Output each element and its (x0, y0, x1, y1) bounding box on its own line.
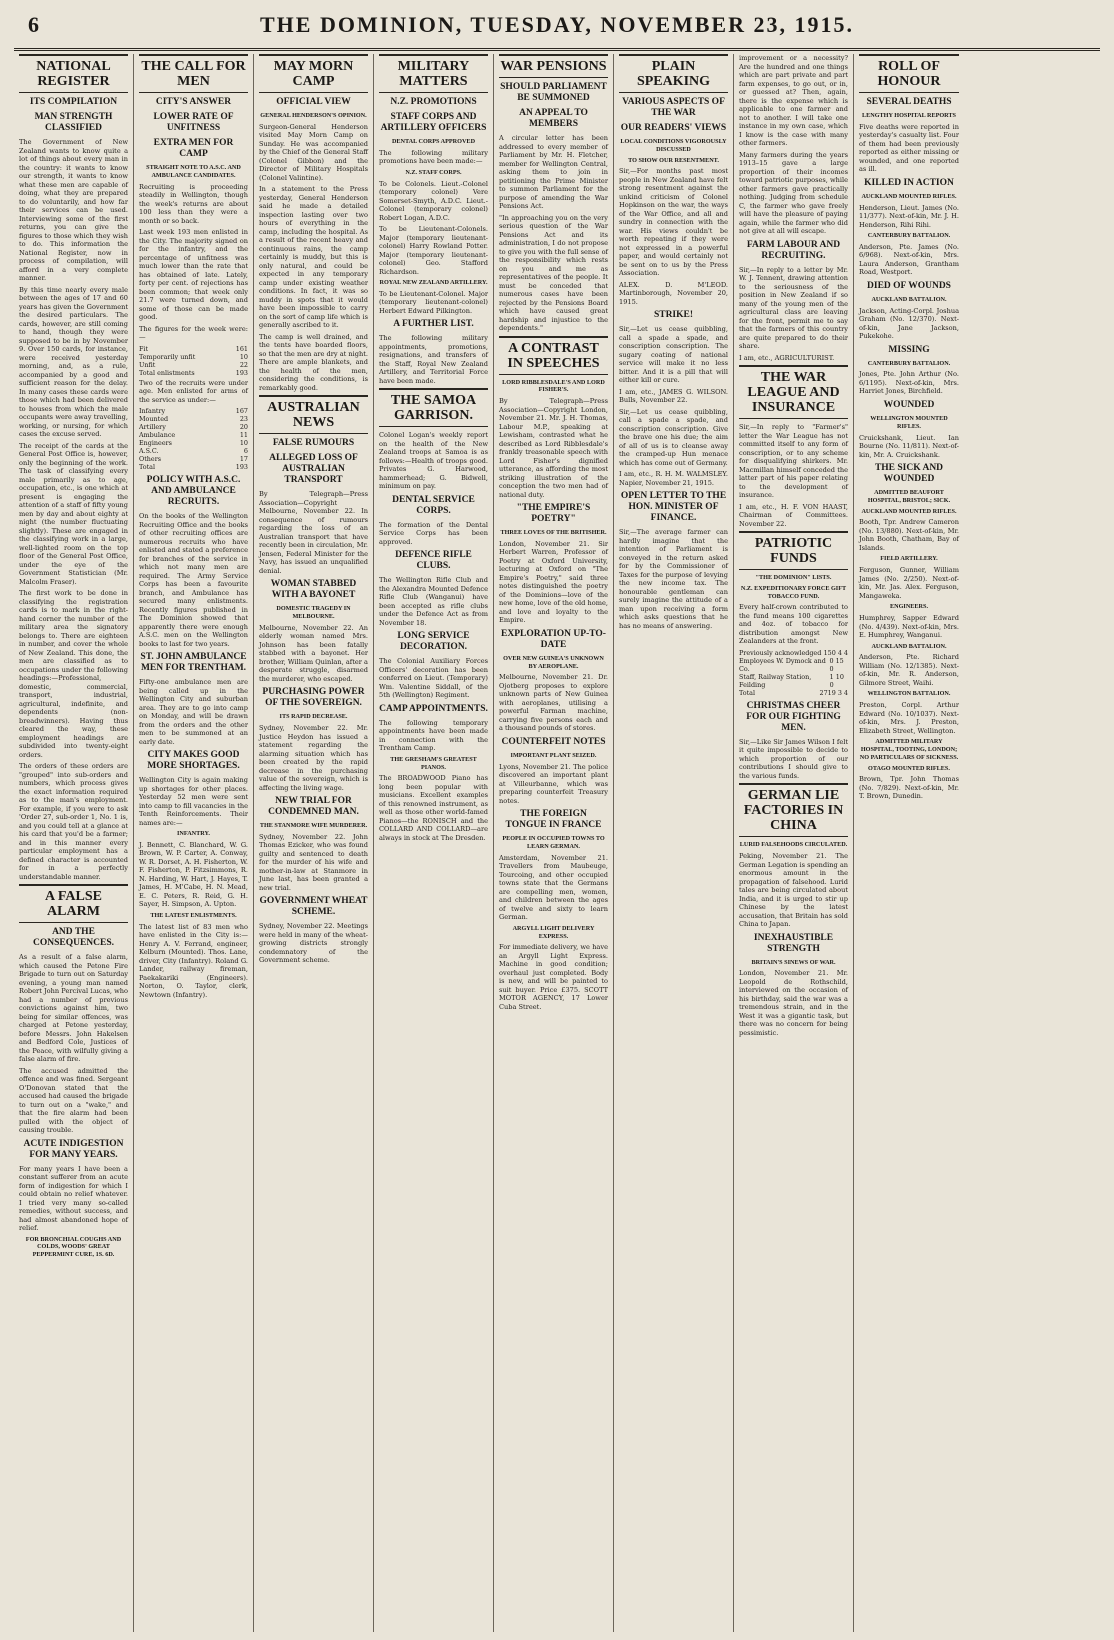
article-paragraph: Jones, Pte. John Arthur (No. 6/1195). Next-of-kin, Mrs. Harriet Jones, Birchfield. (859, 370, 959, 396)
article-paragraph: Amsterdam, November 21. Travellers from Maubeuge, Tourcoing, and other occupied towns state that the Germans are compelling men, women, and children between the ages of twelve and sixty to learn German. (499, 853, 608, 922)
list-item-label: Unfit (139, 360, 156, 369)
article-paragraph: Sir,—Let us cease quibbling, call a spade a spade, and conscription conscription. Give the brave one his due; the aim of all of us is to cleanse away the cramped-up Hun menace which has come out of Germany. (619, 407, 728, 467)
subheading: OPEN LETTER TO THE HON. MINISTER OF FINANCE. (620, 491, 727, 524)
headline: MAY MORN CAMP (259, 54, 368, 93)
section-label: INFANTRY. (177, 830, 210, 838)
section-label: ITS RAPID DECREASE. (279, 713, 348, 721)
column-7 (734, 54, 854, 1632)
list-item-label: Mounted (139, 415, 169, 424)
list-item (139, 361, 248, 369)
article-paragraph: On the books of the Wellington Recruiting Office and the books of other recruiting offices are numerous recruits who have enlisted and stated a preference for branches of the service in which not many men are required. The Army Service Corps has been a favourite branch, and Ambulance has secured many enlistments. Recently figures published in The Dominion showed that apparently there were enough A.S.C. men on the Wellington books to last for two years. (139, 512, 248, 648)
subheading: DEFENCE RIFLE CLUBS. (395, 550, 472, 572)
article-paragraph: Melbourne, November 21. Dr. Ojotberg proposes to explore unknown parts of New Guinea with aeroplanes, utilising a powerful Farman machine, carrying five persons each and a thousand pounds of stores. (499, 673, 608, 733)
article-paragraph: Sydney, November 22. John Thomas Ezicker, who was found guilty and sentenced to death for the murder of his wife and mother-in-law at Stanmore in June last, has been granted a new trial. (259, 832, 368, 892)
section-label: ARGYLL LIGHT DELIVERY EXPRESS. (512, 924, 595, 940)
article-paragraph: Anderson, Pte. Richard William (No. 12/1385). Next-of-kin, Mr. R. Anderson, Gilmore Street, Waihi. (859, 653, 959, 687)
article-paragraph: Preston, Corpl. Arthur Edward (No. 10/1037). Next-of-kin, Mrs. J. Preston, Elizabeth Street, Wellington. (859, 701, 959, 735)
subheading: AND THE CONSEQUENCES. (32, 927, 115, 948)
subheading: CITY MAKES GOOD MORE SHORTAGES. (147, 750, 240, 772)
subheading: STAFF CORPS AND ARTILLERY OFFICERS (380, 112, 487, 133)
subheading: A FURTHER LIST. (393, 319, 474, 330)
article-paragraph: Melbourne, November 22. An elderly woman named Mrs. Johnson has been fatally stabbed with a bayonet. Her brother, William Quinlan, after a desperate struggle, disarmed the murderer, who escaped. (259, 623, 368, 683)
section-label: AUCKLAND MOUNTED RIFLES. (861, 192, 957, 200)
figures-list (139, 407, 248, 471)
section-label: TO SHOW OUR RESENTMENT. (628, 156, 719, 164)
article-paragraph: The first work to be done in classifying the registration cards is to mark in the right-hand corner the number of the military area the signatory belongs to. There are eighteen in number, and cover the whole of New Zealand. This done, the men are classified as to occupations under the following headings:—Professional, domestic, commercial, transport, industrial, agricultural, indefinite, and dependents (non-breadwinners). Having thus cleared the way, these employment headings are subdivided into twenty-eight orders. (19, 589, 128, 759)
list-item (739, 689, 848, 697)
section-label: IMPORTANT PLANT SEIZED. (510, 751, 597, 759)
section-label: N.Z. STAFF CORPS. (405, 168, 462, 176)
article-paragraph: For many years I have been a constant sufferer from an acute form of indigestion for which I could obtain no relief whatever. I tried very many so-called remedies, without success, and had almost abandoned hope of relief. (19, 1164, 128, 1232)
subheading: WOUNDED (883, 399, 935, 410)
list-item (139, 407, 248, 415)
article-paragraph: The receipt of the cards at the General Post Office is, however, only the beginning of the work. The task of classifying every male primarily as to age, occupation, etc., is one which at present is engaging the attention of a staff of fifty young men by day and about eighty at night (the number fluctuating slightly). These are engaged in the classifying work in a large, well-lighted room on the top floor of the General Post Office, under the eye of the Government Statistician (Mr. Malcolm Fraser). (19, 441, 128, 586)
list-item (139, 439, 248, 447)
article-columns (14, 54, 1104, 1632)
subheading: PURCHASING POWER OF THE SOVEREIGN. (262, 687, 365, 709)
headline: A CONTRAST IN SPEECHES (499, 336, 608, 375)
headline: A FALSE ALARM (19, 884, 128, 923)
article-paragraph: The latest list of 83 men who have enlisted in the City is:— Henry A. V. Ferrand, engineer, Kelburn (Mounted). Thos. Lane, driver, City (Infantry). Roland G. Lander, railway fireman, Paekakariki (Engineers). Norton, O. Taylor, clerk, Newtown (Infantry). (139, 922, 248, 999)
article-paragraph: Fifty-one ambulance men are being called up in the Wellington City and suburban area. They are to go into camp on Monday, and will be drawn from the orders and the other men to be summoned at an early date. (139, 678, 248, 746)
article-paragraph: Recruiting is proceeding steadily in Wellington, though the week's returns are about 100 less than they were a month or so back. (139, 182, 248, 225)
subheading: EXTRA MEN FOR CAMP (153, 138, 234, 159)
subheading: MAN STRENGTH CLASSIFIED (34, 112, 113, 133)
subheading: AN APPEAL TO MEMBERS (519, 108, 588, 129)
article-paragraph: The camp is well drained, and the tents have boarded floors, so that the men are dry at night. There are ample blankets, and the health of the men, considering the conditions, is remarkably good. (259, 332, 368, 392)
list-item (139, 447, 248, 455)
list-item-value: 193 (235, 463, 248, 472)
list-item-label: Staff, Railway Station, Feilding (739, 672, 812, 689)
subheading: THE FOREIGN TONGUE IN FRANCE (505, 809, 602, 831)
subheading: CITY'S ANSWER (155, 97, 232, 107)
article-paragraph: Peking, November 21. The German Legation is spending an enormous amount in the propagation of falsehood. Lurid tales are being circulated about India, and it is urged to stir up Chinese by the latest accusation, that Britain has sold China to Japan. (739, 852, 848, 929)
subheading: GOVERNMENT WHEAT SCHEME. (259, 896, 368, 918)
article-paragraph: Humphrey, Sapper Edward (No. 4/439). Next-of-kin, Mrs. E. Humphrey, Wanganui. (859, 614, 959, 640)
article-paragraph: Sydney, November 22. Meetings were held in many of the wheat-growing districts strongly condemnatory of the Government scheme. (259, 922, 368, 965)
section-label: THE GRESHAM'S GREATEST PIANOS. (390, 755, 477, 771)
figures-list (139, 345, 248, 377)
section-label: STRAIGHT NOTE TO A.S.C. AND AMBULANCE CANDIDATES. (146, 164, 241, 179)
list-item-label: Total enlistments (139, 368, 195, 377)
subheading: FALSE RUMOURS (272, 438, 355, 449)
headline: THE WAR LEAGUE AND INSURANCE (739, 365, 848, 419)
article-paragraph: I am, etc., JAMES G. WILSON. Bulls, November 22. (619, 387, 728, 405)
list-item-label: Temporarily unfit (139, 352, 196, 361)
list-item-value: 6 (243, 447, 248, 456)
article-paragraph: By Telegraph—Press Association—Copyright Melbourne, November 22. In consequence of rumours regarding the loss of an Australian transport that have recently been in circulation, Mr. Jensen, Federal Minister for the Navy, has issued an unqualified denial. (259, 490, 368, 575)
list-item (139, 423, 248, 431)
subheading: DIED OF WOUNDS (867, 280, 951, 291)
subheading: LONG SERVICE DECORATION. (397, 631, 470, 653)
list-item-label: Others (139, 455, 162, 464)
subheading: STRIKE! (653, 310, 694, 321)
subheading: OFFICIAL VIEW (276, 97, 351, 107)
section-label: ROYAL NEW ZEALAND ARTILLERY. (379, 279, 488, 287)
column-6 (614, 54, 734, 1632)
subheading: ALLEGED LOSS OF AUSTRALIAN TRANSPORT (269, 453, 358, 486)
page-number: 6 (28, 12, 39, 37)
list-item (139, 463, 248, 471)
article-paragraph: improvement or a necessity? Are the hundred and one things which are part private and part farm expenses, to go out, or in, or guessed at? Then, again, there is the expense which is applicable to one farmer and not to another. I will take one instance in my own case, which I know is the case with many other farmers. (739, 54, 848, 147)
article-paragraph: Colonel Logan's weekly report on the health of the New Zealand troops at Samoa is as follows:—Health of troops good. Privates G. Harwood, hammerhead; G. Bidwell, minimum on pay. (379, 431, 488, 491)
list-item-label: A.S.C. (139, 447, 159, 456)
headline: GERMAN LIE FACTORIES IN CHINA (739, 783, 848, 837)
headline: PATRIOTIC FUNDS (739, 531, 848, 570)
column-2 (134, 54, 254, 1632)
subheading: "THE EMPIRE'S POETRY" (516, 503, 591, 525)
article-paragraph: To be Lieutenant-Colonels. Major (temporary lieutenant-colonel) Harry Rowland Potter. Major (temporary lieutenant-colonel) Geo. Stafford Richardson. (379, 225, 488, 276)
headline: ROLL OF HONOUR (859, 54, 959, 93)
list-item-label: Employees W. Dymock and Co. (739, 656, 826, 673)
section-label: AUCKLAND MOUNTED RIFLES. (861, 507, 957, 515)
article-paragraph: Ferguson, Gunner, William James (No. 2/250). Next-of-kin, Mr. Jas. Alex. Ferguson, Mangaweka. (859, 566, 959, 600)
article-paragraph: I am, etc., H. F. VON HAAST, Chairman of Committees. November 22. (739, 502, 848, 528)
article-paragraph: Every half-crown contributed to the fund means 100 cigarettes and 4oz. of tobacco for distribution amongst New Zealanders at the front. (739, 603, 848, 646)
section-label: THREE LOVES OF THE BRITISHER. (500, 529, 607, 537)
list-item-label: Engineers (139, 439, 172, 448)
article-paragraph: Sir,—Like Sir James Wilson I felt it quite impossible to decide to which proportion of our contributions I should give to the various funds. (739, 737, 848, 780)
column-5 (494, 54, 614, 1632)
article-paragraph: By Telegraph—Press Association—Copyright London, November 21. Mr. J. H. Thomas, Labour M.P., speaking at Lewisham, contrasted what he described as Lord Ribblesdale's frankly treasonable speech with Lord Fisher's dignified utterance, as affording the most striking illustration of the conception the two men had of national duty. (499, 397, 608, 499)
section-label: GENERAL HENDERSON'S OPINION. (260, 112, 367, 119)
list-item-value: 10 (239, 439, 248, 448)
article-paragraph: I am, etc., R. H. M. WALMSLEY. Napier, November 21, 1915. (619, 470, 728, 487)
list-item-label: Total (739, 688, 756, 697)
headline: WAR PENSIONS (499, 54, 608, 78)
article-paragraph: ALEX. D. M'LEOD. Martinborough, November 20, 1915. (619, 280, 728, 306)
subheading: FARM LABOUR AND RECRUITING. (746, 239, 841, 261)
list-item-label: Previously acknowledged (739, 648, 822, 657)
headline: PLAIN SPEAKING (619, 54, 728, 93)
list-item (139, 345, 248, 353)
section-label: LORD RIBBLESDALE'S AND LORD FISHER'S. (502, 378, 605, 394)
list-item (139, 353, 248, 361)
article-paragraph: The accused admitted the offence and was fined. Sergeant O'Donovan stated that the accused had caused the brigade to turn out on a "wake," and that the fire alarm had been pulled with the object of causing trouble. (19, 1066, 128, 1134)
section-label: "THE DOMINION" LISTS. (755, 574, 832, 581)
article-paragraph: "In approaching you on the very serious question of the War Pensions Act and its administration, I do not propose to give you with the full sense of the responsibility which rests on you and me as representatives of the people. It must be conceded that numerous cases have been rejected by the Pensions Board which have caused great hardship and injustice to the dependents." (499, 213, 608, 332)
subheading: VARIOUS ASPECTS OF THE WAR (622, 97, 725, 118)
list-item-value: 150 4 4 (823, 648, 848, 657)
column-3 (254, 54, 374, 1632)
figures-list (739, 649, 848, 697)
headline: THE CALL FOR MEN (139, 54, 248, 93)
list-item (139, 431, 248, 439)
article-paragraph: The Colonial Auxiliary Forces Officers' decoration has been conferred on Lieut. (Temporary) Wm. Valentine Siddall, of the 5th (Wellington) Regiment. (379, 657, 488, 700)
article-paragraph: The BROADWOOD Piano has long been popular with musicians. Excellent examples of this renowned instrument, as well as those other world-famed Pianos—the RONISCH and the COLLARD AND COLLARD—are always in stock at The Dresden. (379, 774, 488, 842)
list-item-value: 161 (235, 344, 248, 353)
article-paragraph: Many farmers during the years 1913–15 gave a large proportion of their incomes toward patriotic purposes, while other farmers gave practically nothing. Judging from schedule C, the farmer who gave freely will have the pleasure of paying again, while the farmer who did not give at all will escape. (739, 150, 848, 235)
newspaper-title: THE DOMINION, TUESDAY, NOVEMBER 23, 1915. (260, 12, 854, 37)
list-item-value: 17 (239, 455, 248, 464)
article-paragraph: Sir,—Let us cease quibbling, call a spade a spade, and conscription conscription. The sugary coating of national service will make it no less bitter. And it is a pill that will either kill or cure. (619, 325, 728, 385)
list-item (739, 649, 848, 657)
section-label: ADMITTED MILITARY HOSPITAL, TOOTING, LONDON; NO PARTICULARS OF SICKNESS. (859, 738, 959, 761)
section-label: PEOPLE IN OCCUPIED TOWNS TO LEARN GERMAN. (502, 835, 605, 851)
subheading: NEW TRIAL FOR CONDEMNED MAN. (268, 796, 359, 818)
article-paragraph: Sydney, November 22. Mr. Justice Heydon has issued a statement regarding the alarming situation which has been created by the rapid decrease in the purchasing value of the sovereign, which is affecting the living wage. (259, 724, 368, 792)
article-paragraph: Surgeon-General Henderson visited May Morn Camp on Sunday. He was accompanied by the Chief of the General Staff (Colonel Gibbon) and the Director of Military Hospitals (Colonel Valintine). (259, 122, 368, 182)
subheading: SEVERAL DEATHS (866, 97, 952, 107)
section-label: CANTERBURY BATTALION. (867, 232, 951, 240)
subheading: LOWER RATE OF UNFITNESS (153, 112, 234, 133)
article-paragraph: To be Colonels. Lieut.-Colonel (temporary colonel) Vere Somerset-Smyth, A.D.C. Lieut.-Colonel (temporary colonel) Robert Logan, A.D.C. (379, 179, 488, 222)
section-label: THE STANMORE WIFE MURDERER. (259, 822, 368, 830)
list-item-label: Ambulance (139, 431, 176, 440)
list-item-value: 20 (239, 423, 248, 432)
subheading: INEXHAUSTIBLE STRENGTH (753, 932, 834, 954)
list-item-value: 193 (235, 368, 248, 377)
article-paragraph: Wellington City is again making up shortages for other places. Yesterday 52 men were sent into camp to fill vacancies in the Tenth Reinforcements. Their names are:— (139, 776, 248, 827)
list-item (739, 673, 848, 689)
article-paragraph: A circular letter has been addressed to every member of Parliament by Mr. H. Fletcher, member for Wellington Central, asking them to join in petitioning the Prime Minister to summon Parliament for the purpose of amending the War Pensions Act. (499, 134, 608, 210)
article-paragraph: The Government of New Zealand wants to know quite a lot of things about every man in the country: it wants to know our strength, it wants to know what these men are capable of doing, what they are prepared to do voluntarily, and how far their services can be used. Interviewing some of the first returns, you can give the figures to those which they wish to do. This information the National Register, now in process of compilation, will afford in a very complete manner. (19, 138, 128, 282)
article-paragraph: The following military promotions have been made:— (379, 148, 488, 166)
article-paragraph: The figures for the week were:— (139, 324, 248, 342)
section-label: ADMITTED BEAUFORT HOSPITAL, BRISTOL; SICK. (867, 489, 951, 504)
headline: THE SAMOA GARRISON. (379, 388, 488, 427)
section-label: THE LATEST ENLISTMENTS. (150, 911, 237, 919)
list-item-value: 10 (239, 352, 248, 361)
article-paragraph: London, November 21. Mr. Leopold de Rothschild, interviewed on the occasion of his birthday, said the war was a tremendous strain, and in the West it was a gigantic task, but there was no concern for being pessimistic. (739, 969, 848, 1037)
list-item (139, 415, 248, 423)
article-paragraph: I am, etc., AGRICULTURIST. (739, 353, 835, 362)
section-label: OTAGO MOUNTED RIFLES. (868, 764, 950, 772)
section-label: WELLINGTON BATTALION. (867, 690, 951, 698)
article-paragraph: For immediate delivery, we have an Argyll Light Express. Machine in good condition; overhaul just completed. Body is new, and will be painted to suit buyer. Price £375. SCOTT MOTOR AGENCY, 17 Lower Cuba Street. (499, 943, 608, 1011)
section-label: AUCKLAND BATTALION. (871, 295, 947, 303)
article-paragraph: Two of the recruits were under age. Men enlisted for arms of the service as under:— (139, 378, 248, 404)
article-paragraph: The formation of the Dental Service Corps has been approved. (379, 520, 488, 546)
article-paragraph: Sir,—The average farmer can hardly imagine that the intention of Parliament is conveyed in the return asked for by the Commissioner of Taxes for the purpose of levying the new income tax. The honourable gentleman can surely imagine the attitude of a man upon receiving a form which asks questions that he has no means of answering. (619, 528, 728, 630)
section-label: N.Z. EXPEDITIONARY FORCE GIFT TOBACCO FUND. (740, 584, 847, 600)
article-paragraph: Anderson, Pte. James (No. 6/968). Next-of-kin, Mrs. Laura Anderson, Grantham Road, Westport. (859, 242, 959, 277)
article-paragraph: Booth, Tpr. Andrew Cameron (No. 13/880). Next-of-kin, Mr. John Booth, Chatham, Bay of Islands. (859, 518, 959, 552)
subheading: EXPLORATION UP-TO-DATE (501, 628, 606, 650)
subheading: COUNTERFEIT NOTES (501, 736, 606, 747)
list-item-label: Total (139, 463, 156, 472)
list-item-value: 1 10 0 (829, 672, 844, 689)
section-label: DOMESTIC TRAGEDY IN MELBOURNE. (276, 605, 351, 621)
list-item-label: Infantry (139, 407, 166, 416)
section-label: CANTERBURY BATTALION. (867, 359, 951, 367)
article-paragraph: To be Lieutenant-Colonel. Major (temporary lieutenant-colonel) Herbert Edward Pilkington. (379, 289, 488, 315)
headline: AUSTRALIAN NEWS (259, 395, 368, 434)
article-paragraph: London, November 21. Sir Herbert Warren, Professor of Poetry at Oxford University, lecturing at Oxford on "The Empire's Poetry," said three notes distinguished the poetry of the Dominions—love of the new home, love of the old home, and love and loyalty to the Empire. (499, 539, 608, 625)
list-item (739, 657, 848, 673)
headline: MILITARY MATTERS (379, 54, 488, 93)
list-item (139, 369, 248, 377)
subheading: CHRISTMAS CHEER FOR OUR FIGHTING MEN. (746, 700, 841, 733)
subheading: CAMP APPOINTMENTS. (379, 703, 488, 714)
headline: NATIONAL REGISTER (19, 54, 128, 93)
article-paragraph: Henderson, Lieut. James (No. 11/377). Next-of-kin, Mr. J. H. Henderson, Rihi Rihi. (859, 203, 959, 229)
column-8 (854, 54, 964, 1632)
masthead (14, 8, 1100, 51)
column-1 (14, 54, 134, 1632)
article-paragraph: The orders of these orders are "grouped" into sub-orders and numbers, which process gives the exact information required as to the man's employment. For example, if you were to ask 'Order 27, sub-order 1, No. 1 is, and you could tell at a glance at his card that you'd be a farmer; and in this manner every particular employment has a defined character is accounted for in a perfectly understandable manner. (19, 762, 128, 881)
article-paragraph: Five deaths were reported in yesterday's casualty list. Four of them had been previously reported as either missing or wounded, and one reported as ill. (859, 122, 959, 174)
article-paragraph: In a statement to the Press yesterday, General Henderson said he made a detailed inspection lasting over two hours of everything in the camp, including the hospital. As a result of the recent heavy and continuous rains, the camp certainly is muddy, but this is only natural, and could be expected in any temporary camp under existing weather conditions. In fact, it was so muddy in spots that it would have been impossible to carry on the sort of camp life which is generally ascribed to it. (259, 185, 368, 330)
list-item-label: Artillery (139, 423, 166, 432)
column-4 (374, 54, 494, 1632)
section-label: LENGTHY HOSPITAL REPORTS (862, 112, 956, 119)
list-item-value: 23 (239, 415, 248, 424)
subheading: KILLED IN ACTION (864, 177, 954, 188)
section-label: FOR BRONCHIAL COUGHS AND COLDS, WOODS' GREAT PEPPERMINT CURE, 1S. 6D. (25, 1235, 122, 1259)
list-item-label: Fit (139, 344, 149, 353)
subheading: WOMAN STABBED WITH A BAYONET (270, 579, 357, 601)
article-paragraph: The following temporary appointments have been made in connection with the Trentham Camp. (379, 718, 488, 753)
section-label: ENGINEERS. (890, 603, 928, 611)
section-label: FIELD ARTILLERY. (880, 555, 938, 563)
article-paragraph: Lyons, November 21. The police discovered an important plant at Villeurbanne, which was preparing counterfeit Treasury notes. (499, 762, 608, 805)
section-label: AUCKLAND BATTALION. (871, 642, 947, 650)
article-paragraph: J. Bennett, C. Blanchard, W. G. Brown, W. P. Carter, A. Conway, W. R. Dorset, A. H. Fisherton, W. F. Fisherton, P. Fitzsimmons, R. N. Harding, W. Hart, J. Hayes, T. James, H. M'Cabe, H. N. Mead, E. C. Peters, R. Reid, G. H. Sayer, H. Simpson, A. Upton. (139, 840, 248, 909)
list-item-value: 11 (239, 431, 248, 440)
section-label: LURID FALSEHOODS CIRCULATED. (739, 841, 848, 849)
section-label: LOCAL CONDITIONS VIGOROUSLY DISCUSSED (620, 138, 727, 153)
section-label: BRITAIN'S SINEWS OF WAR. (751, 958, 836, 966)
article-paragraph: Sir,—In reply to "Farmer's" letter the War League has not committed itself to any form of conscription, or to any scheme for disqualifying shirkers. Mr. Macmillan himself conceded the latter part of his paper relating to the development of insurance. (739, 423, 848, 499)
subheading: MISSING (888, 344, 930, 355)
subheading: OUR READERS' VIEWS (620, 123, 727, 133)
subheading: DENTAL SERVICE CORPS. (392, 494, 475, 516)
article-paragraph: As a result of a false alarm, which caused the Petone Fire Brigade to turn out on Saturday evening, a young man named Robert John Percival Lucas, who had a number of previous convictions against him, two being for similar offences, was charged at Petone yesterday, before Messrs. John Hakelsen and Bedford Cole, Justices of the Peace, with wilfully giving a false alarm of fire. (19, 953, 128, 1063)
subheading: THE SICK AND WOUNDED (874, 463, 944, 485)
subheading: SHOULD PARLIAMENT BE SUMMONED (500, 82, 607, 103)
article-paragraph: The Wellington Rifle Club and the Alexandra Mounted Defence Rifle Club (Wanganui) have been accepted as rifle clubs under the Defence Act as from November 18. (379, 576, 488, 627)
article-paragraph: Sir,—In reply to a letter by Mr. W. J. Tennent, drawing attention to the seriousness of the position in New Zealand if so many of the young men of the agricultural class are leaving for the front, permit me to say that the farmers of this country are quite prepared to do their share. (739, 265, 848, 350)
article-paragraph: Brown, Tpr. John Thomas (No. 7/829). Next-of-kin, Mr. T. Brown, Dunedin. (859, 775, 959, 801)
list-item-value: 2719 3 4 (819, 688, 848, 697)
subheading: ITS COMPILATION (29, 97, 118, 107)
subheading: N.Z. PROMOTIONS (390, 97, 477, 107)
subheading: POLICY WITH A.S.C. AND AMBULANCE RECRUITS. (146, 475, 241, 508)
subheading: ACUTE INDIGESTION FOR MANY YEARS. (23, 1138, 124, 1160)
article-paragraph: Jackson, Acting-Corpl. Joshua Graham (No. 12/370). Next-of-kin, Jane Jackson, Pukekohe. (859, 306, 959, 341)
article-paragraph: By this time nearly every male between the ages of 17 and 60 years has given the Government the desired particulars. The cards, however, are still coming to hand, though they were supposed to be in by November 9. Over 150 cards, for instance, were received yesterday morning, and, as a rule, accompanied by a good and sufficient reason for the delay. In many cases these cards were those which had been delivered to houses from which the male occupants were away travelling, working, or nursing, for which cases the excuse served. (19, 285, 128, 438)
section-label: OVER NEW GUINEA'S UNKNOWN BY AEROPLANE. (503, 654, 604, 670)
section-label: DENTAL CORPS APPROVED (391, 138, 476, 145)
list-item-value: 22 (239, 360, 248, 369)
list-item-value: 0 15 0 (829, 656, 844, 673)
list-item (139, 455, 248, 463)
article-paragraph: Sir,—For months past most people in New Zealand have felt strong resentment against the unkind criticism of Colonel Hopkinson on the war, the ways of the War Office, and all and sundry in connection with the war. His views couldn't be worth repeating if they were not expressed in a powerful paper, and would certainly not be sent on to us by the Press Association. (619, 167, 728, 278)
article-paragraph: Last week 193 men enlisted in the City. The majority signed on for the infantry, and the percentage of unfitness was much lower than the rate that has obtained of late. Lately, forty per cent. of rejections has been common; that week only 21.7 were turned down, and some of those can be made good. (139, 228, 248, 322)
article-paragraph: Cruickshank, Lieut. Ian Bourne (No. 11/811). Next-of-kin, Mr. A. Cruickshank. (859, 433, 959, 459)
article-paragraph: The following military appointments, promotions, resignations, and transfers of the Staff, Royal New Zealand Artillery, and Territorial Force have been made. (379, 334, 488, 385)
list-item-value: 167 (235, 407, 248, 416)
subheading: ST. JOHN AMBULANCE MEN FOR TRENTHAM. (140, 652, 247, 674)
section-label: WELLINGTON MOUNTED RIFLES. (870, 414, 948, 430)
